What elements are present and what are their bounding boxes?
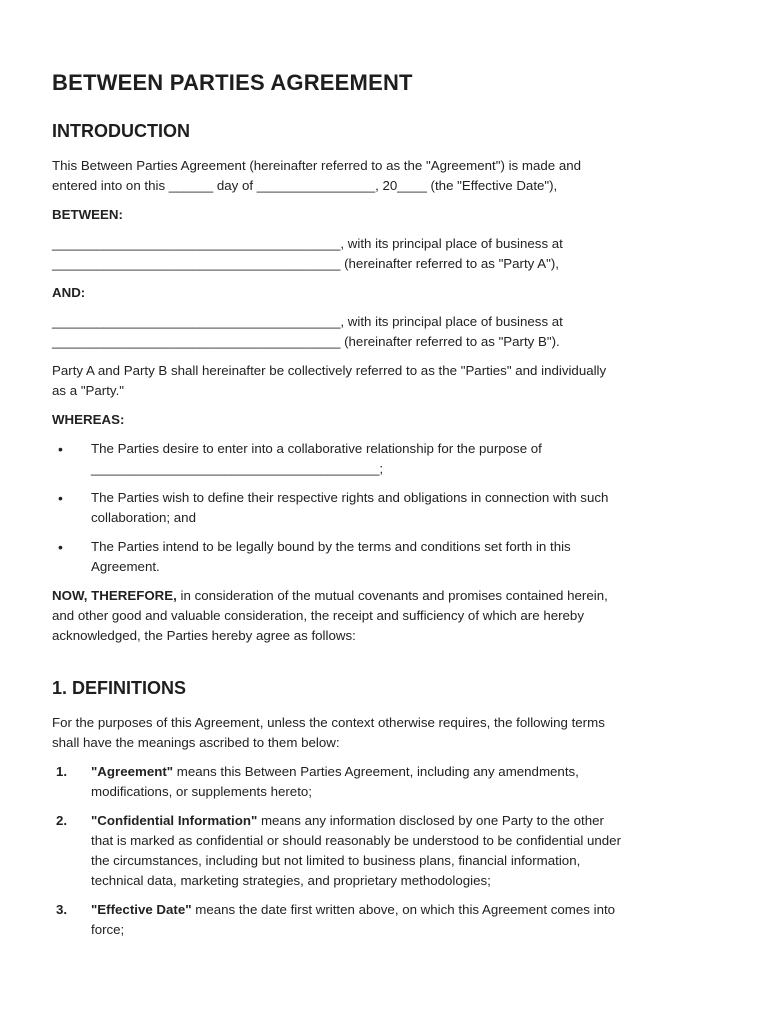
- intro-line-2: entered into on this ______ day of ________________, 20____ (the "Effective Date"),: [52, 178, 558, 193]
- definition-text: force;: [91, 922, 125, 937]
- definitions-intro-line-2: shall have the meanings ascribed to them below:: [52, 735, 340, 750]
- list-item: [52, 488, 710, 528]
- parties-definition-paragraph: [52, 361, 710, 401]
- definition-text: means any information disclosed by one Party to the other: [257, 813, 604, 828]
- list-item: [52, 762, 710, 802]
- intro-line-1: This Between Parties Agreement (hereinafter referred to as the "Agreement") is made and: [52, 158, 582, 173]
- now-line-2: and other good and valuable consideration, the receipt and sufficiency of which are hereby: [52, 608, 584, 623]
- definition-text: technical data, marketing strategies, and proprietary methodologies;: [91, 873, 491, 888]
- whereas-1-line-1: The Parties desire to enter into a collaborative relationship for the purpose of: [91, 441, 542, 456]
- whereas-2-line-1: The Parties wish to define their respective rights and obligations in connection with such: [91, 490, 609, 505]
- bullet-icon: •: [58, 441, 63, 457]
- now-line-1: in consideration of the mutual covenants and promises contained herein,: [176, 588, 608, 603]
- definition-number: 1.: [56, 764, 68, 779]
- party-a-line-2: _______________________________________ (hereinafter referred to as "Party A"),: [52, 256, 559, 271]
- and-label: AND:: [52, 285, 86, 300]
- bullet-icon: •: [58, 490, 63, 506]
- whereas-list: [52, 439, 710, 577]
- whereas-3-line-1: The Parties intend to be legally bound by the terms and conditions set forth in this: [91, 539, 571, 554]
- party-b-line-1: _______________________________________, with its principal place of business at: [52, 314, 563, 329]
- now-therefore-paragraph: [52, 586, 710, 646]
- list-item: [52, 811, 710, 891]
- parties-line-1: Party A and Party B shall hereinafter be collectively referred to as the "Parties" and individually: [52, 363, 607, 378]
- whereas-label: WHEREAS:: [52, 412, 125, 427]
- whereas-3-line-2: Agreement.: [91, 559, 160, 574]
- definition-term: "Effective Date": [91, 902, 192, 917]
- intro-paragraph: [52, 156, 710, 196]
- party-b-line-2: _______________________________________ (hereinafter referred to as "Party B").: [52, 334, 560, 349]
- definitions-intro-line-1: For the purposes of this Agreement, unless the context otherwise requires, the following terms: [52, 715, 605, 730]
- now-therefore-bold: NOW, THEREFORE,: [52, 588, 177, 603]
- party-b-block: [52, 312, 710, 352]
- definition-text: modifications, or supplements hereto;: [91, 784, 312, 799]
- parties-line-2: as a "Party.": [52, 383, 125, 398]
- document-title: BETWEEN PARTIES AGREEMENT: [52, 70, 413, 95]
- definition-term: "Confidential Information": [91, 813, 258, 828]
- between-label: BETWEEN:: [52, 207, 123, 222]
- definition-term: "Agreement": [91, 764, 174, 779]
- list-item: [52, 900, 710, 940]
- definition-text: means the date first written above, on which this Agreement comes into: [191, 902, 616, 917]
- now-line-3: acknowledged, the Parties hereby agree as follows:: [52, 628, 356, 643]
- definition-text: means this Between Parties Agreement, including any amendments,: [173, 764, 579, 779]
- definition-number: 3.: [56, 902, 68, 917]
- definitions-intro: [52, 713, 710, 753]
- list-item: [52, 439, 710, 479]
- introduction-heading: INTRODUCTION: [52, 121, 190, 141]
- definitions-list: [52, 762, 710, 940]
- bullet-icon: •: [58, 539, 63, 555]
- definitions-heading: 1. DEFINITIONS: [52, 678, 187, 698]
- whereas-2-line-2: collaboration; and: [91, 510, 196, 525]
- definition-text: that is marked as confidential or should reasonably be understood to be confidential under: [91, 833, 621, 848]
- party-a-line-1: _______________________________________, with its principal place of business at: [52, 236, 563, 251]
- definition-text: the circumstances, including but not limited to business plans, financial information,: [91, 853, 581, 868]
- whereas-1-line-2: _______________________________________;: [91, 461, 384, 476]
- party-a-block: [52, 234, 710, 274]
- definition-number: 2.: [56, 813, 68, 828]
- list-item: [52, 537, 710, 577]
